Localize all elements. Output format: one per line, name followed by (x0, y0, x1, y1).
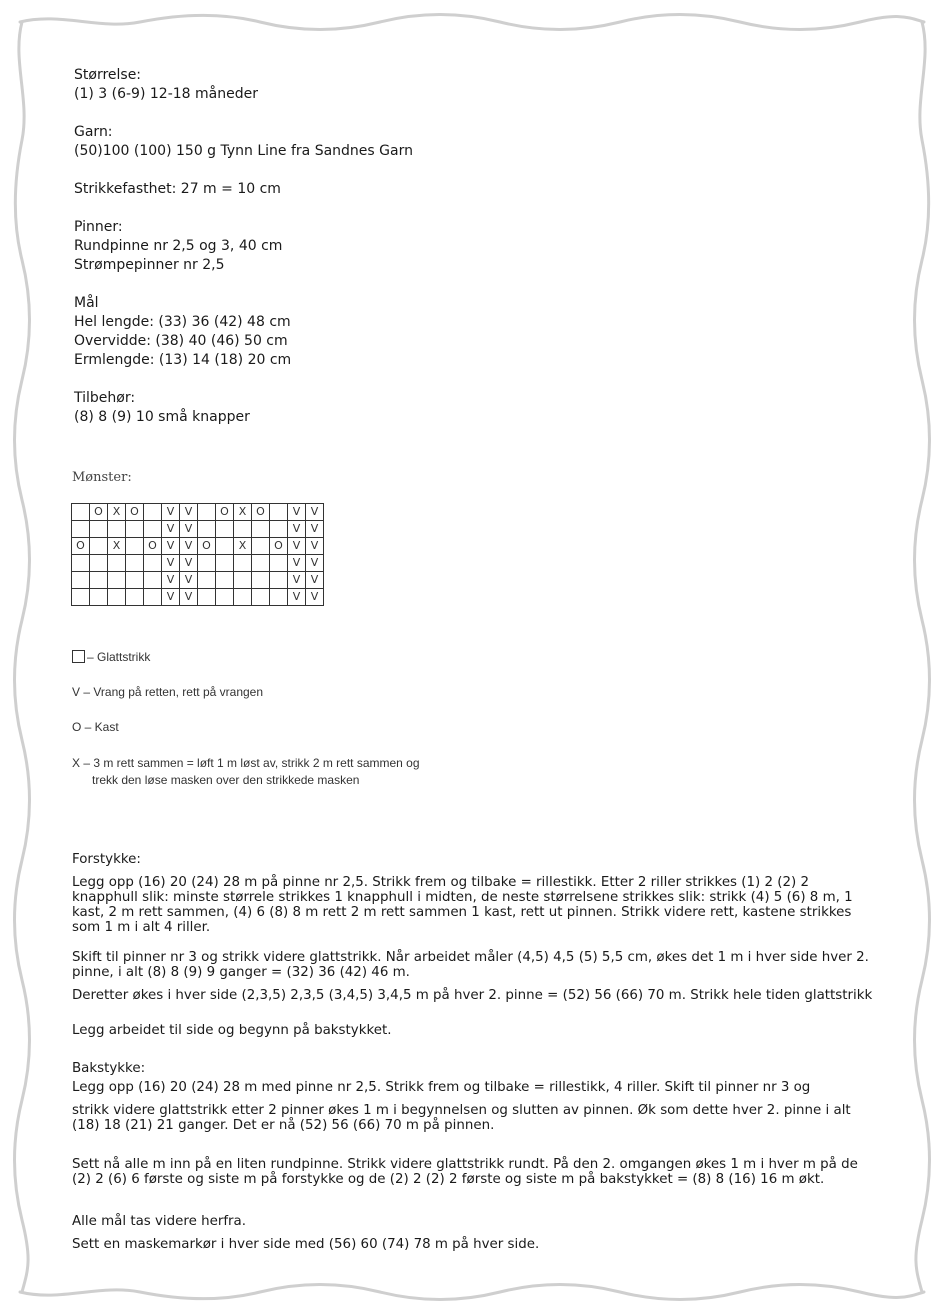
pattern-cell (252, 589, 270, 606)
pattern-cell (126, 572, 144, 589)
pattern-cell: V (288, 589, 306, 606)
gauge-line: Strikkefasthet: 27 m = 10 cm (74, 181, 281, 197)
pattern-row (72, 555, 324, 572)
pattern-cell (270, 521, 288, 538)
pattern-cell: V (180, 589, 198, 606)
pattern-cell (126, 555, 144, 572)
pattern-cell (216, 538, 234, 555)
yarn-heading: Garn: (74, 124, 113, 140)
pattern-cell (144, 572, 162, 589)
pattern-cell: V (288, 538, 306, 555)
pattern-label: Mønster: (72, 470, 132, 485)
legend-v: V – Vrang på retten, rett på vrangen (72, 685, 264, 699)
measurements-section (74, 294, 291, 370)
pattern-cell (216, 572, 234, 589)
measurements-heading: Mål (74, 295, 99, 311)
pattern-cell (90, 538, 108, 555)
pattern-cell: V (306, 504, 324, 521)
pattern-cell (126, 521, 144, 538)
pattern-cell (108, 572, 126, 589)
pattern-cell: V (306, 572, 324, 589)
needles-line-2: Strømpepinner nr 2,5 (74, 257, 225, 273)
pattern-cell (234, 589, 252, 606)
pattern-cell (144, 589, 162, 606)
front-paragraph-4: Legg arbeidet til side og begynn på bakstykket. (72, 1023, 392, 1038)
pattern-cell (72, 521, 90, 538)
joining-paragraph-1: Sett nå alle m inn på en liten rundpinne. Strikk videre glattstrikk rundt. På den 2. omgangen økes 1 m i hver m på de (2) 2 (6) 6 første og siste m på forstykke og de (2) 2 (2) 2 første og siste m på bakstykket = (8) 8 (16) 16 m økt. (72, 1157, 858, 1187)
pattern-cell (90, 555, 108, 572)
pattern-cell: O (216, 504, 234, 521)
pattern-cell (198, 555, 216, 572)
pattern-cell: V (180, 538, 198, 555)
pattern-cell: V (162, 589, 180, 606)
measurements-line-2: Overvidde: (38) 40 (46) 50 cm (74, 333, 288, 349)
pattern-cell (72, 572, 90, 589)
pattern-cell (252, 538, 270, 555)
legend-x (72, 755, 420, 789)
pattern-cell (216, 555, 234, 572)
pattern-row (72, 572, 324, 589)
pattern-row (72, 504, 324, 521)
accessories-heading: Tilbehør: (74, 390, 136, 406)
pattern-cell: V (162, 521, 180, 538)
pattern-cell: V (162, 504, 180, 521)
pattern-chart (71, 503, 324, 606)
pattern-cell: X (108, 504, 126, 521)
pattern-cell (270, 572, 288, 589)
pattern-cell (198, 504, 216, 521)
pattern-cell (252, 521, 270, 538)
size-value: (1) 3 (6-9) 12-18 måneder (74, 86, 258, 102)
back-heading: Bakstykke: (72, 1061, 146, 1076)
pattern-cell: O (90, 504, 108, 521)
pattern-cell: V (162, 555, 180, 572)
pattern-cell: O (144, 538, 162, 555)
accessories-value: (8) 8 (9) 10 små knapper (74, 409, 250, 425)
pattern-cell: V (306, 538, 324, 555)
pattern-cell (108, 555, 126, 572)
pattern-cell: V (180, 521, 198, 538)
needles-section (74, 218, 282, 275)
pattern-cell (72, 589, 90, 606)
pattern-cell (144, 555, 162, 572)
pattern-cell (216, 521, 234, 538)
front-paragraph-3: Deretter økes i hver side (2,3,5) 2,3,5 (3,4,5) 3,4,5 m på hver 2. pinne = (52) 56 (66) 70 m. Strikk hele tiden glattstrikk (72, 988, 873, 1003)
pattern-cell (270, 589, 288, 606)
pattern-cell: V (288, 555, 306, 572)
pattern-cell (108, 521, 126, 538)
legend-o: O – Kast (72, 720, 119, 734)
pattern-cell (198, 572, 216, 589)
accessories-section (74, 389, 250, 427)
pattern-row (72, 521, 324, 538)
measurements-line-1: Hel lengde: (33) 36 (42) 48 cm (74, 314, 291, 330)
pattern-cell (198, 521, 216, 538)
pattern-cell: V (288, 572, 306, 589)
pattern-cell (126, 589, 144, 606)
pattern-cell (72, 555, 90, 572)
pattern-cell: V (180, 572, 198, 589)
needles-heading: Pinner: (74, 219, 123, 235)
pattern-cell (126, 538, 144, 555)
front-heading: Forstykke: (72, 852, 141, 867)
pattern-cell (252, 572, 270, 589)
pattern-cell: V (306, 521, 324, 538)
pattern-cell (270, 555, 288, 572)
empty-square-icon (72, 650, 85, 663)
pattern-cell (144, 521, 162, 538)
pattern-row (72, 589, 324, 606)
pattern-cell: V (162, 572, 180, 589)
pattern-cell (234, 555, 252, 572)
legend-plain-text: – Glattstrikk (87, 650, 151, 664)
pattern-cell: O (126, 504, 144, 521)
pattern-cell: O (270, 538, 288, 555)
pattern-cell: O (198, 538, 216, 555)
pattern-cell: V (162, 538, 180, 555)
size-section (74, 66, 258, 104)
pattern-cell: X (108, 538, 126, 555)
front-paragraph-1: Legg opp (16) 20 (24) 28 m på pinne nr 2,5. Strikk frem og tilbake = rillestikk. Etter 2 riller strikkes (1) 2 (2) 2 knapphull slik: minste størrele strikkes 1 knapphull i midten, de neste størrelsene strikkes slik: strikk (4) 5 (6) 8 m, 1 kast, 2 m rett sammen, (4) 6 (8) 8 m rett 2 m rett sammen 1 kast, rett ut pinnen. Strikk videre rett, kastene strikkes som 1 m i alt 4 riller. (72, 875, 853, 935)
pattern-cell (270, 504, 288, 521)
pattern-cell: X (234, 504, 252, 521)
legend-x-line-2: trekk den løse masken over den strikkede masken (92, 773, 360, 787)
joining-paragraph-3: Sett en maskemarkør i hver side med (56) 60 (74) 78 m på hver side. (72, 1237, 540, 1252)
back-paragraph-2: strikk videre glattstrikk etter 2 pinner økes 1 m i begynnelsen og slutten av pinnen. Øk som dette hver 2. pinne i alt (18) 18 (21) 21 ganger. Det er nå (52) 56 (66) 70 m på pinnen. (72, 1103, 851, 1133)
pattern-cell (216, 589, 234, 606)
needles-line-1: Rundpinne nr 2,5 og 3, 40 cm (74, 238, 283, 254)
size-heading: Størrelse: (74, 67, 142, 83)
legend-plain (79, 649, 150, 666)
pattern-cell (234, 572, 252, 589)
pattern-cell (198, 589, 216, 606)
measurements-line-3: Ermlengde: (13) 14 (18) 20 cm (74, 352, 292, 368)
pattern-cell: O (252, 504, 270, 521)
pattern-cell: X (234, 538, 252, 555)
pattern-cell (252, 555, 270, 572)
pattern-row (72, 538, 324, 555)
yarn-value: (50)100 (100) 150 g Tynn Line fra Sandnes Garn (74, 143, 413, 159)
pattern-cell (144, 504, 162, 521)
pattern-cell (90, 589, 108, 606)
pattern-cell: V (180, 555, 198, 572)
joining-paragraph-2: Alle mål tas videre herfra. (72, 1214, 247, 1229)
pattern-cell: V (288, 521, 306, 538)
pattern-cell (90, 572, 108, 589)
pattern-cell: V (180, 504, 198, 521)
pattern-cell (234, 521, 252, 538)
yarn-section (74, 123, 413, 161)
pattern-cell: V (306, 589, 324, 606)
pattern-cell: V (288, 504, 306, 521)
pattern-cell (72, 504, 90, 521)
pattern-cell: V (306, 555, 324, 572)
back-paragraph-1: Legg opp (16) 20 (24) 28 m med pinne nr 2,5. Strikk frem og tilbake = rillestikk, 4 riller. Skift til pinner nr 3 og (72, 1080, 811, 1095)
pattern-cell (108, 589, 126, 606)
pattern-cell (90, 521, 108, 538)
pattern-cell: O (72, 538, 90, 555)
front-paragraph-2: Skift til pinner nr 3 og strikk videre glattstrikk. Når arbeidet måler (4,5) 4,5 (5) 5,5 cm, økes det 1 m i hver side hver 2. pinne, i alt (8) 8 (9) 9 ganger = (32) 36 (42) 46 m. (72, 950, 869, 980)
legend-x-line-1: X – 3 m rett sammen = løft 1 m løst av, strikk 2 m rett sammen og (72, 756, 420, 770)
